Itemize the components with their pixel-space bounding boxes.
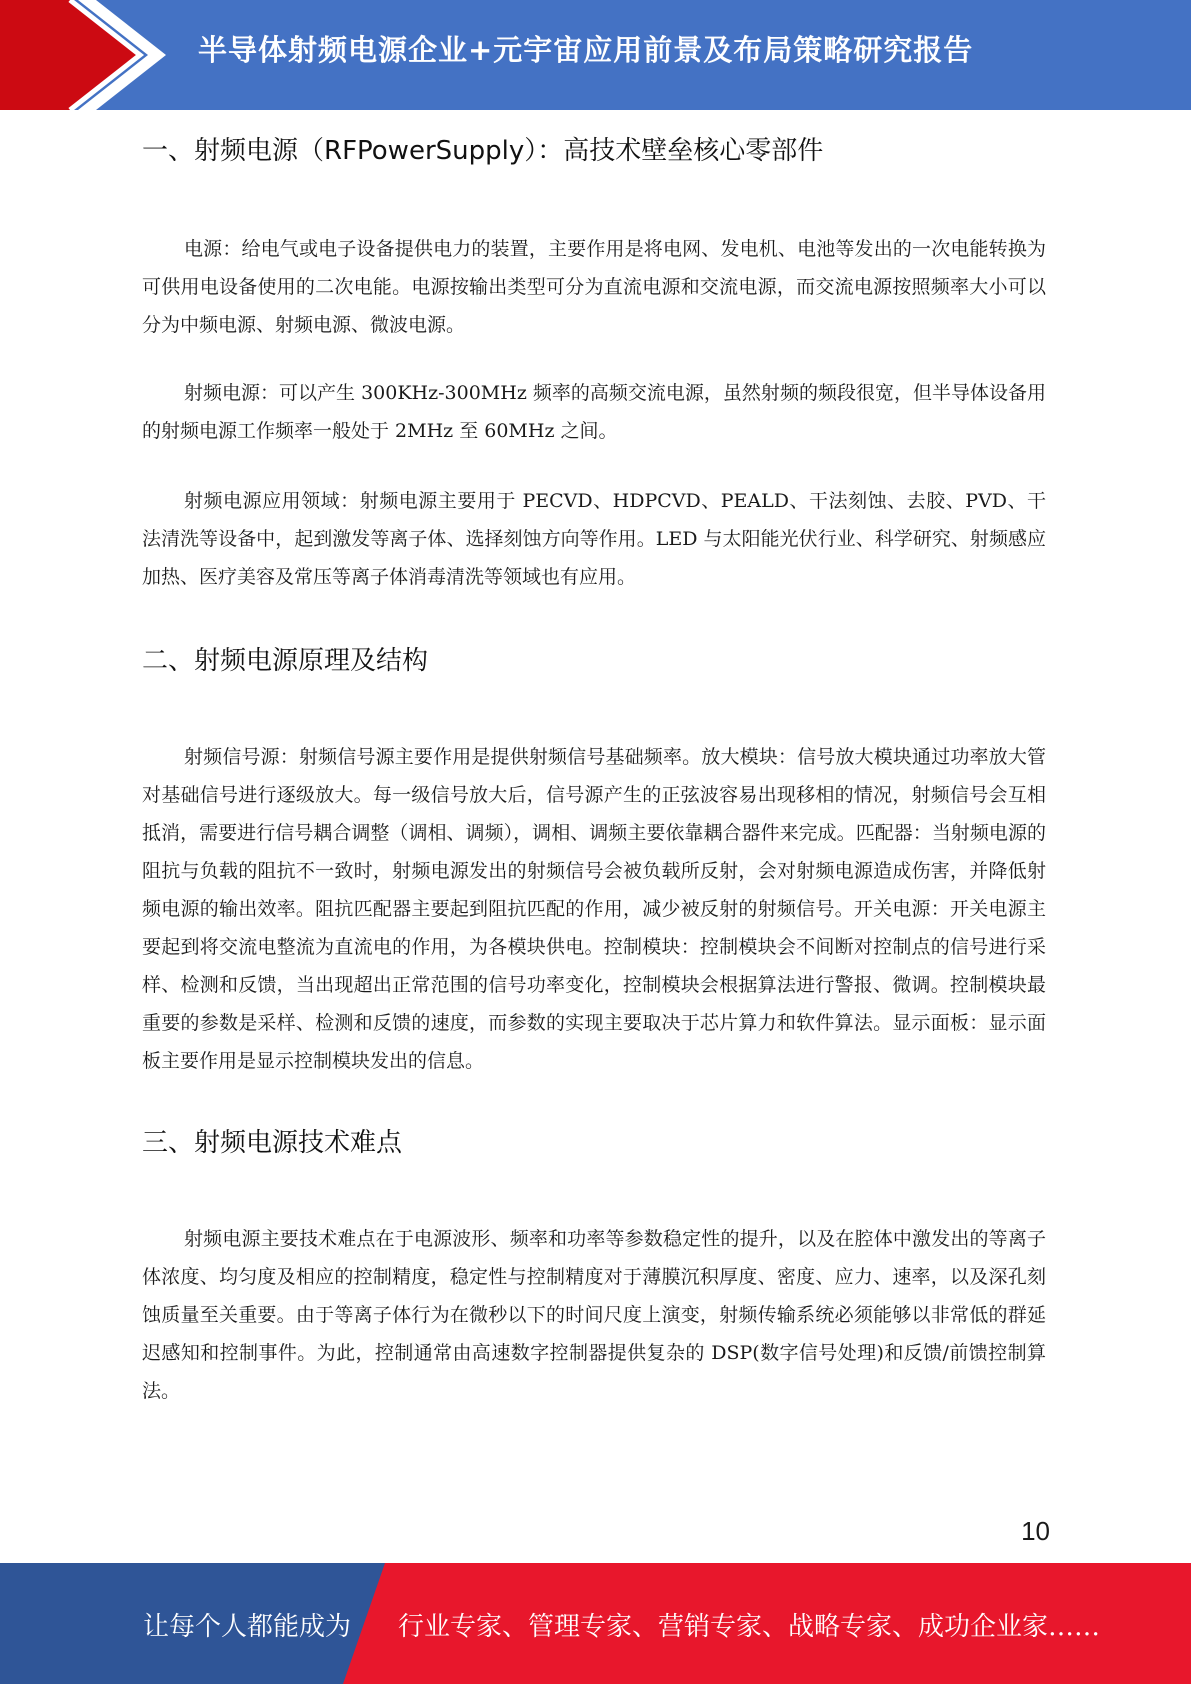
paragraph-rf-difficulties: 射频电源主要技术难点在于电源波形、频率和功率等参数稳定性的提升，以及在腔体中激发出的等离子体浓度、均匀度及相应的控制精度，稳定性与控制精度对于薄膜沉积厚度、密度、应力、速率，以及深孔刻蚀质量至关重要。由于等离子体行为在微秒以下的时间尺度上演变，射频传输系统必须能够以非常低的群延迟感知和控制事件。为此，控制通常由高速数字控制器提供复杂的 DSP(数字信号处理)和反馈/前馈控制算法。 xyxy=(142,1228,1046,1402)
footer-slogan-left: 让每个人都能成为 xyxy=(143,1612,352,1642)
paragraph-rf-power-definition: 射频电源：可以产生 300KHz-300MHz 频率的高频交流电源，虽然射频的频段很宽，但半导体设备用的射频电源工作频率一般处于 2MHz 至 60MHz 之间。 xyxy=(142,382,1046,442)
page-number: 10 xyxy=(1021,1516,1050,1546)
section-heading-2: 二、射频电源原理及结构 xyxy=(142,646,429,676)
section-heading-3: 三、射频电源技术难点 xyxy=(142,1128,403,1158)
paragraph-rf-structure: 射频信号源：射频信号源主要作用是提供射频信号基础频率。放大模块：信号放大模块通过功率放大管对基础信号进行逐级放大。每一级信号放大后，信号源产生的正弦波容易出现移相的情况，射频信号会互相抵消，需要进行信号耦合调整（调相、调频），调相、调频主要依靠耦合器件来完成。匹配器：当射频电源的阻抗与负载的阻抗不一致时，射频电源发出的射频信号会被负载所反射，会对射频电源造成伤害，并降低射频电源的输出效率。阻抗匹配器主要起到阻抗匹配的作用，减少被反射的射频信号。开关电源：开关电源主要起到将交流电整流为直流电的作用，为各模块供电。控制模块：控制模块会不间断对控制点的信号进行采样、检测和反馈，当出现超出正常范围的信号功率变化，控制模块会根据算法进行警报、微调。控制模块最重要的参数是采样、检测和反馈的速度，而参数的实现主要取决于芯片算力和软件算法。显示面板：显示面板主要作用是显示控制模块发出的信息。 xyxy=(142,746,1046,1072)
paragraph-rf-applications: 射频电源应用领域：射频电源主要用于 PECVD、HDPCVD、PEALD、干法刻蚀、去胶、PVD、干法清洗等设备中，起到激发等离子体、选择刻蚀方向等作用。LED 与太阳能光伏行业、科学研究、射频感应加热、医疗美容及常压等离子体消毒清洗等领域也有应用。 xyxy=(142,490,1046,588)
page-content xyxy=(142,126,1046,1410)
footer-slogan-right: 行业专家、管理专家、营销专家、战略专家、成功企业家…… xyxy=(398,1612,1101,1642)
page-footer xyxy=(0,1563,1191,1684)
page-header xyxy=(0,0,1191,110)
section-heading-1: 一、射频电源（RFPowerSupply）：高技术壁垒核心零部件 xyxy=(142,136,824,166)
report-title: 半导体射频电源企业+元宇宙应用前景及布局策略研究报告 xyxy=(198,33,974,67)
paragraph-power-definition: 电源：给电气或电子设备提供电力的装置，主要作用是将电网、发电机、电池等发出的一次电能转换为可供用电设备使用的二次电能。电源按输出类型可分为直流电源和交流电源，而交流电源按照频率大小可以分为中频电源、射频电源、微波电源。 xyxy=(142,238,1046,336)
